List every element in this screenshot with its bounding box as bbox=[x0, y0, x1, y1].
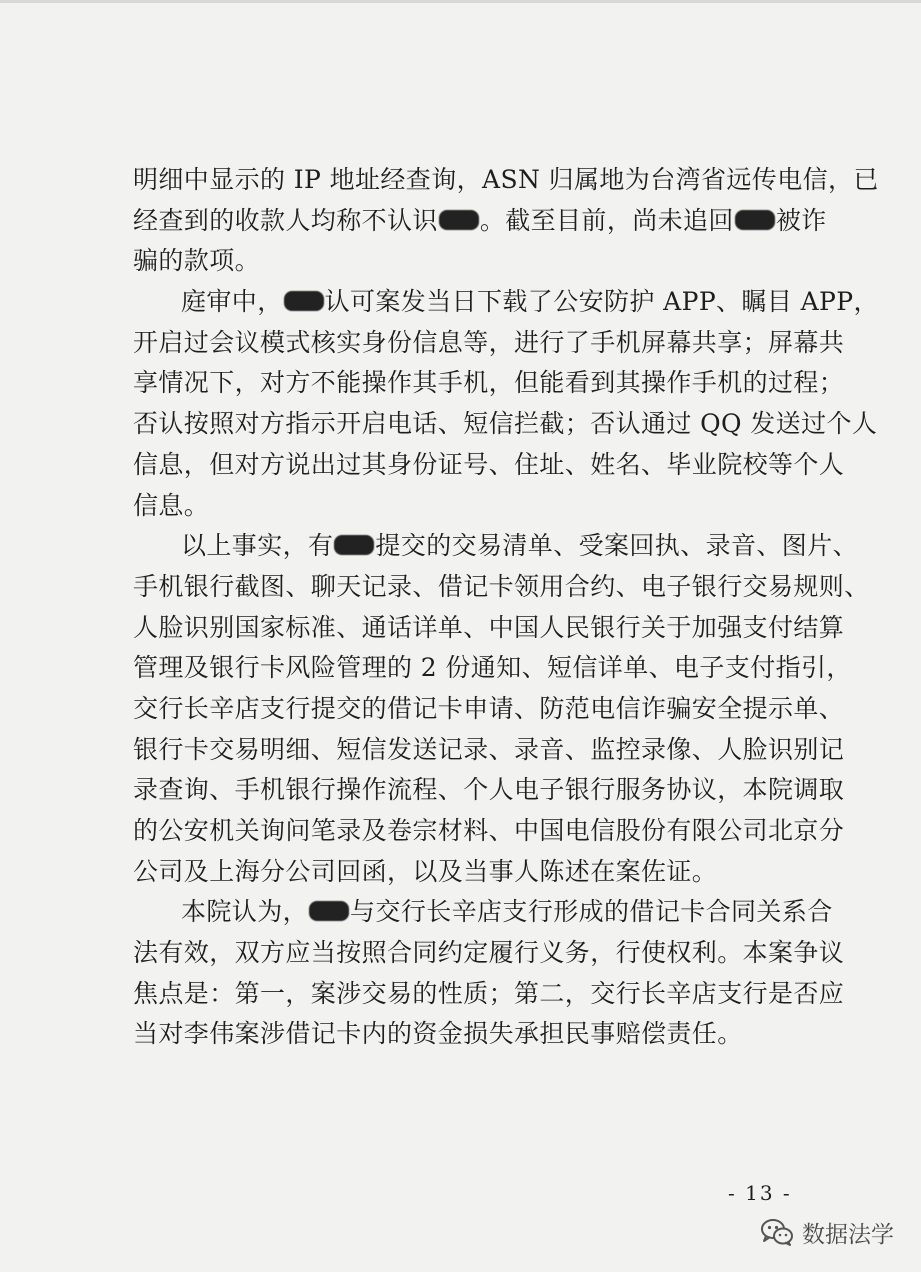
text-line bbox=[133, 974, 845, 1015]
redaction-mark bbox=[735, 210, 775, 230]
text-line bbox=[133, 730, 845, 771]
redaction-mark bbox=[309, 901, 349, 921]
text-line bbox=[133, 933, 845, 974]
text-segment: 否认按照对方指示开启电话、短信拦截；否认通过 QQ 发送过个人 bbox=[133, 409, 878, 439]
text-line bbox=[133, 689, 845, 730]
text-line bbox=[133, 241, 803, 282]
text-segment: 交行长辛店支行提交的借记卡申请、防范电信诈骗安全提示单、 bbox=[133, 693, 845, 723]
text-segment: 以上事实，有 bbox=[181, 531, 334, 561]
text-segment: 。截至目前，尚未追回 bbox=[479, 205, 734, 235]
redaction-mark bbox=[439, 210, 479, 230]
page-number: - 13 - bbox=[728, 1181, 792, 1205]
text-segment: 管理及银行卡风险管理的 2 份通知、短信详单、电子支付指引， bbox=[133, 653, 852, 683]
text-segment: 庭审中， bbox=[181, 287, 283, 317]
page-top-edge bbox=[0, 0, 921, 3]
text-line bbox=[133, 567, 870, 608]
text-line bbox=[133, 811, 845, 852]
text-segment: 骗的款项。 bbox=[133, 246, 261, 276]
redaction-mark bbox=[284, 291, 324, 311]
text-line bbox=[133, 648, 852, 689]
text-line bbox=[133, 486, 803, 527]
text-line bbox=[133, 526, 859, 567]
wechat-icon bbox=[760, 1217, 794, 1247]
text-line bbox=[133, 323, 845, 364]
text-segment: 录查询、手机银行操作流程、个人电子银行服务协议，本院调取 bbox=[133, 775, 845, 805]
text-line bbox=[133, 404, 878, 445]
watermark-label: 数据法学 bbox=[802, 1221, 894, 1248]
text-segment: 信息，但对方说出过其身份证号、住址、姓名、毕业院校等个人 bbox=[133, 449, 845, 479]
redaction-mark bbox=[334, 535, 374, 555]
text-line bbox=[133, 445, 845, 486]
text-segment: 银行卡交易明细、短信发送记录、录音、监控录像、人脸识别记 bbox=[133, 734, 845, 764]
text-segment: 被诈 bbox=[775, 205, 827, 235]
text-segment: 明细中显示的 IP 地址经查询，ASN 归属地为台湾省远传电信，已 bbox=[133, 165, 879, 194]
text-line bbox=[133, 282, 879, 323]
text-segment: 本院认为， bbox=[181, 897, 309, 927]
text-line bbox=[133, 201, 827, 242]
text-segment: 信息。 bbox=[133, 490, 210, 520]
text-line bbox=[133, 608, 845, 649]
text-segment: 认可案发当日下载了公安防护 APP、瞩目 APP， bbox=[324, 287, 879, 317]
text-segment: 与交行长辛店支行形成的借记卡合同关系合 bbox=[350, 897, 833, 927]
text-line bbox=[133, 1014, 803, 1055]
document-body bbox=[133, 160, 879, 1055]
text-line bbox=[133, 770, 845, 811]
text-segment: 焦点是：第一，案涉交易的性质；第二，交行长辛店支行是否应 bbox=[133, 978, 845, 1008]
text-segment: 人脸识别国家标准、通话详单、中国人民银行关于加强支付结算 bbox=[133, 612, 845, 642]
text-segment: 公司及上海分公司回函，以及当事人陈述在案佐证。 bbox=[133, 856, 718, 886]
text-line bbox=[133, 160, 879, 201]
text-line bbox=[133, 363, 845, 404]
text-segment: 的公安机关询问笔录及卷宗材料、中国电信股份有限公司北京分 bbox=[133, 816, 845, 845]
text-segment: 享情况下，对方不能操作其手机，但能看到其操作手机的过程； bbox=[133, 368, 845, 398]
text-segment: 提交的交易清单、受案回执、录音、图片、 bbox=[375, 531, 859, 561]
text-segment: 经查到的收款人均称不认识 bbox=[133, 205, 438, 235]
text-segment: 法有效，双方应当按照合同约定履行义务，行使权利。本案争议 bbox=[133, 938, 845, 968]
text-line bbox=[133, 852, 803, 893]
text-line bbox=[133, 892, 833, 933]
text-segment: 手机银行截图、聊天记录、借记卡领用合约、电子银行交易规则、 bbox=[133, 571, 870, 601]
text-segment: 当对李伟案涉借记卡内的资金损失承担民事赔偿责任。 bbox=[133, 1019, 743, 1049]
text-segment: 开启过会议模式核实身份信息等，进行了手机屏幕共享；屏幕共 bbox=[133, 327, 845, 357]
watermark bbox=[760, 1214, 894, 1250]
